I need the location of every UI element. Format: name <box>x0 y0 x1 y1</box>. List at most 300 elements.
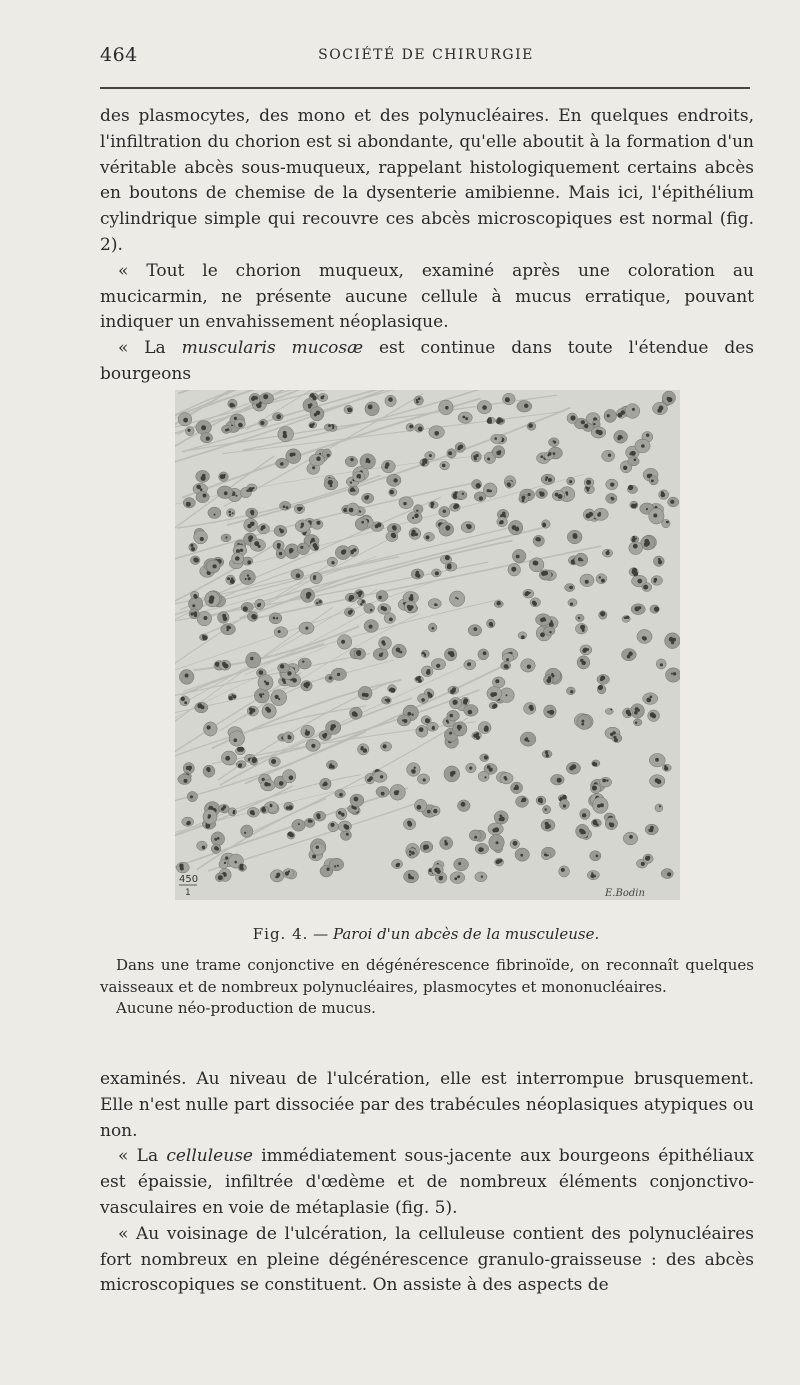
cell <box>478 722 491 734</box>
cell <box>466 763 476 773</box>
cell <box>258 675 273 691</box>
italic-term: muscularis mucosæ <box>181 338 364 359</box>
cell <box>404 870 419 883</box>
cell <box>421 650 429 658</box>
cell <box>629 568 638 577</box>
cell <box>497 517 508 527</box>
cell <box>512 549 526 562</box>
cell <box>269 613 282 624</box>
cell <box>623 832 637 845</box>
cell <box>283 869 294 879</box>
cell <box>244 519 258 532</box>
cell <box>364 620 378 633</box>
cell <box>176 862 189 873</box>
cell <box>617 409 627 419</box>
cell <box>450 503 461 511</box>
cell <box>648 710 660 722</box>
cell <box>232 553 244 564</box>
cell <box>605 818 617 830</box>
cell <box>453 722 467 736</box>
cell <box>250 757 258 765</box>
cell <box>458 800 471 812</box>
cell <box>627 485 637 494</box>
micrograph-drawing <box>175 390 680 900</box>
cell <box>448 686 459 694</box>
cell <box>565 584 575 592</box>
cell <box>539 570 551 580</box>
cell <box>189 543 197 552</box>
cell <box>439 507 450 518</box>
cell <box>544 627 555 636</box>
cell <box>574 553 587 566</box>
cell <box>591 784 601 793</box>
cell <box>331 668 346 680</box>
cell <box>602 549 612 557</box>
cell <box>338 821 351 832</box>
cell <box>440 555 451 564</box>
cell <box>270 870 284 882</box>
cell <box>276 458 289 468</box>
cell <box>178 413 192 426</box>
cell <box>536 614 551 626</box>
cell <box>311 520 323 530</box>
cell <box>312 843 325 855</box>
cell <box>494 601 503 608</box>
running-header <box>100 44 752 74</box>
cell <box>439 400 454 415</box>
cell <box>597 675 610 685</box>
paragraph: « Tout le chorion muqueux, examiné après une coloration au mucicarmin, ne présente aucune cellule à mucus erratique, pouvant indiquer un envahissement néoplasique. <box>100 260 754 333</box>
text-run: immédiatement sous-jacente aux bourgeons épithéliaux est épaissie, infiltrée d'œdème et de nombreux éléments conjonctivo-vasculaires en voie de métaplasie (fig. 5). <box>100 1146 754 1218</box>
cell <box>200 634 208 641</box>
cell <box>487 417 496 424</box>
cell <box>580 809 590 820</box>
cell <box>314 811 326 821</box>
cell <box>656 659 666 669</box>
cell <box>250 539 266 551</box>
cell <box>247 484 257 492</box>
cell <box>185 427 194 436</box>
cell <box>335 790 346 798</box>
cell <box>429 426 445 439</box>
cell <box>247 612 258 622</box>
cell <box>276 549 286 559</box>
cell <box>662 391 675 405</box>
cell <box>229 731 245 746</box>
cell <box>179 670 194 685</box>
cell <box>524 703 536 715</box>
cell <box>385 395 396 406</box>
cell <box>324 424 332 431</box>
cell <box>295 520 310 532</box>
cell <box>328 822 338 832</box>
cell <box>260 393 274 404</box>
cell <box>551 774 565 785</box>
cell <box>432 864 444 875</box>
cell <box>536 489 548 499</box>
cell <box>544 675 554 685</box>
cell <box>594 508 609 520</box>
cell <box>189 609 199 619</box>
cell <box>471 451 481 462</box>
cell <box>247 807 259 817</box>
cell <box>384 613 395 624</box>
cell <box>480 754 489 762</box>
cell <box>406 423 414 431</box>
cell <box>219 660 231 670</box>
cell <box>643 854 653 863</box>
header-rule <box>100 87 750 89</box>
cell <box>478 771 489 781</box>
cell <box>424 532 435 541</box>
cell <box>389 488 397 496</box>
cell <box>200 433 212 443</box>
cell <box>294 504 304 513</box>
cell <box>477 401 491 414</box>
cell <box>606 479 618 490</box>
cell <box>348 486 359 496</box>
cell <box>315 599 323 606</box>
cell <box>301 725 315 737</box>
cell <box>415 799 427 812</box>
cell <box>415 424 424 432</box>
cell <box>236 761 246 769</box>
cell <box>203 810 217 825</box>
cell <box>651 576 663 586</box>
cell <box>183 763 194 774</box>
cell <box>388 685 397 693</box>
cell <box>278 427 294 442</box>
cell <box>649 508 664 524</box>
cell <box>306 739 320 751</box>
cell <box>487 619 496 628</box>
cell <box>478 649 489 660</box>
cell <box>631 604 645 615</box>
cell <box>488 823 503 835</box>
cell <box>280 501 291 510</box>
cell <box>283 732 294 743</box>
cell <box>642 583 652 592</box>
cell <box>592 797 608 813</box>
cell <box>357 599 365 605</box>
cell <box>530 598 540 607</box>
cell <box>205 591 220 607</box>
cell <box>246 652 261 668</box>
body-text-top <box>100 104 754 388</box>
cell <box>414 505 423 514</box>
cell <box>353 472 365 482</box>
cell <box>439 523 454 537</box>
cell <box>444 766 460 782</box>
cell <box>472 480 482 490</box>
cell <box>227 509 235 517</box>
text-run: est continue dans toute l'étendue des bourgeons <box>100 338 755 384</box>
cell <box>455 442 465 452</box>
cell <box>310 407 324 421</box>
cell <box>521 659 536 672</box>
cell <box>301 588 315 602</box>
cell <box>469 830 481 841</box>
cell <box>600 777 612 787</box>
cell <box>404 601 416 613</box>
cell <box>650 775 665 788</box>
cell <box>568 599 577 607</box>
cell <box>414 396 423 405</box>
text-run: « La <box>118 1146 167 1167</box>
cell <box>449 591 464 607</box>
cell <box>382 460 396 473</box>
cell <box>655 804 663 812</box>
cell <box>633 719 642 726</box>
paragraph <box>100 1144 754 1221</box>
cell <box>515 848 529 861</box>
cell <box>431 659 445 670</box>
cell <box>649 754 665 767</box>
cell <box>604 409 617 422</box>
cell <box>487 687 502 701</box>
cell <box>409 528 421 540</box>
cell <box>630 501 638 508</box>
cell <box>190 556 200 565</box>
cell <box>411 569 424 579</box>
cell <box>635 439 650 453</box>
cell <box>645 824 658 835</box>
cell <box>180 696 190 706</box>
cell <box>347 503 359 516</box>
cell <box>516 796 529 807</box>
cell <box>272 413 283 421</box>
cell <box>360 454 376 469</box>
cell <box>345 456 357 467</box>
cell <box>219 804 230 812</box>
cell <box>259 419 268 426</box>
cell <box>491 434 502 443</box>
cell <box>249 393 261 404</box>
cell <box>492 677 505 688</box>
cell <box>228 808 236 816</box>
cell <box>246 508 258 518</box>
cell <box>297 543 309 555</box>
cell <box>500 773 513 784</box>
paragraph <box>100 336 754 388</box>
cell <box>519 495 529 504</box>
cell <box>241 825 253 837</box>
legend-paragraph: Aucune néo-production de mucus. <box>116 999 376 1017</box>
cell <box>261 780 276 791</box>
italic-term: celluleuse <box>166 1146 253 1167</box>
cell <box>387 474 401 486</box>
cell <box>309 454 324 466</box>
cell <box>178 774 191 784</box>
cell <box>284 802 294 811</box>
cell <box>195 702 208 713</box>
cell <box>217 486 233 499</box>
cell <box>575 623 587 634</box>
cell <box>208 507 221 518</box>
cell <box>440 461 450 470</box>
cell <box>183 498 195 508</box>
cell <box>407 848 418 858</box>
cell <box>219 472 229 482</box>
cell <box>274 627 288 638</box>
cell <box>355 518 368 531</box>
cell <box>523 589 534 598</box>
cell <box>472 732 482 740</box>
cell <box>541 474 555 484</box>
cell <box>544 452 553 460</box>
cell <box>344 608 354 617</box>
cell <box>291 569 304 579</box>
cell <box>552 490 565 501</box>
cell <box>508 520 522 534</box>
cell <box>364 604 375 614</box>
cell <box>501 661 511 669</box>
cell <box>495 858 504 866</box>
cell <box>397 715 410 726</box>
figure-caption <box>100 925 752 943</box>
cell <box>464 705 478 717</box>
cell <box>622 616 630 623</box>
cell <box>496 417 505 424</box>
cell <box>358 744 369 755</box>
cell <box>322 449 331 458</box>
caption-title: Paroi d'un abcès de la musculeuse. <box>332 925 600 943</box>
cell <box>215 873 224 882</box>
cell <box>597 685 606 694</box>
cell <box>206 560 220 573</box>
paragraph: des plasmocytes, des mono et des polynucléaires. En quelques endroits, l'infiltration du chorion est si abondante, qu'elle aboutit à la formation d'un véritable abcès sous-muqueux, rappelant histologiquement certains abcès en boutons de chemise de la dysenterie amibienne. Mais ici, l'épithélium cylindrique simple qui recouvre ces abcès microscopiques est normal (fig. 2). <box>100 106 754 255</box>
cell <box>559 866 570 877</box>
cell <box>591 427 606 438</box>
cell <box>592 760 600 767</box>
cell <box>417 774 429 784</box>
cell <box>337 635 351 650</box>
figure-legend <box>100 955 754 1020</box>
cell <box>659 490 669 500</box>
cell <box>228 694 236 701</box>
artist-signature: E.Bodin <box>605 888 645 899</box>
cell <box>623 708 633 718</box>
cell <box>221 534 231 542</box>
cell <box>428 599 441 609</box>
cell <box>666 668 681 682</box>
cell <box>329 858 344 871</box>
cell <box>502 653 514 662</box>
cell <box>566 762 580 774</box>
cell <box>596 574 607 584</box>
cell <box>255 599 265 609</box>
cell <box>421 666 433 677</box>
cell <box>399 497 413 509</box>
cell <box>204 722 218 736</box>
cell <box>614 430 628 443</box>
body-text-bottom <box>100 1067 754 1299</box>
cell <box>661 869 673 879</box>
cell <box>475 843 489 854</box>
cell <box>542 852 552 860</box>
cell <box>379 637 392 650</box>
cell <box>240 570 256 585</box>
cell <box>432 569 442 577</box>
cell <box>309 393 318 400</box>
cell <box>577 715 592 730</box>
cell <box>544 705 557 718</box>
cell <box>376 786 389 797</box>
cell <box>278 663 290 673</box>
cell <box>549 438 560 447</box>
cell <box>234 419 245 428</box>
cell <box>447 449 456 458</box>
cell <box>345 593 357 602</box>
cell <box>576 614 585 621</box>
cell <box>468 625 482 636</box>
paragraph: examinés. Au niveau de l'ulcération, elle est interrompue brusquement. Elle n'est nulle part dissociée par des trabécules néoplasiques atypiques ou non. <box>100 1069 754 1141</box>
cell <box>324 478 338 490</box>
cell <box>287 832 295 840</box>
cell <box>194 531 208 544</box>
cell <box>196 470 210 482</box>
cell <box>392 644 406 658</box>
cell <box>567 413 577 424</box>
text-run: « La <box>118 338 182 359</box>
cell <box>541 819 555 831</box>
cell <box>310 542 319 551</box>
cell <box>403 819 415 830</box>
cell <box>182 817 194 826</box>
cell <box>390 784 406 800</box>
cell <box>510 839 519 848</box>
cell <box>274 525 287 536</box>
cell <box>260 806 269 813</box>
cell <box>373 648 388 660</box>
cell <box>221 751 236 765</box>
cell <box>630 704 644 719</box>
cell <box>567 530 582 544</box>
cell <box>631 536 639 543</box>
cell <box>203 765 215 777</box>
cell <box>318 394 328 402</box>
cell <box>358 686 372 700</box>
cell <box>649 476 658 485</box>
cell <box>420 841 433 852</box>
cell <box>517 401 532 413</box>
cell <box>344 405 353 414</box>
cell <box>566 687 575 695</box>
cell <box>543 805 551 813</box>
cell <box>665 633 680 649</box>
cell <box>350 707 363 719</box>
cell <box>218 612 230 624</box>
cell <box>407 763 421 777</box>
cell <box>241 602 253 612</box>
cell <box>392 859 403 868</box>
cell <box>590 851 601 861</box>
cell <box>382 697 392 705</box>
cell <box>605 708 613 714</box>
cell <box>431 806 440 815</box>
cell <box>560 799 570 809</box>
cell <box>536 796 546 805</box>
cell <box>527 422 536 430</box>
cell <box>187 792 197 802</box>
cell <box>584 478 594 487</box>
cell <box>196 421 212 435</box>
cell <box>336 808 347 819</box>
cell <box>326 760 337 769</box>
page-number: 464 <box>100 44 138 66</box>
cell <box>475 872 487 882</box>
cell <box>416 725 428 737</box>
